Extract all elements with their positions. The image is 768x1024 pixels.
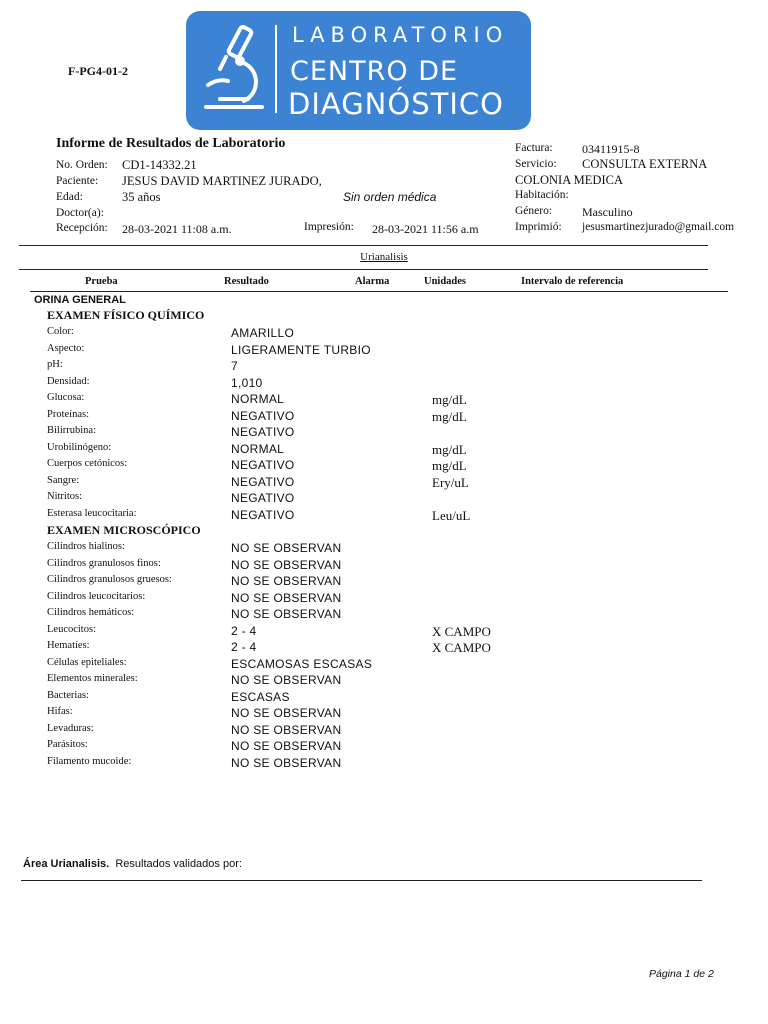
test-result: NO SE OBSERVAN [231, 706, 342, 720]
col-resultado: Resultado [224, 276, 269, 287]
header-rule-top [19, 245, 708, 246]
test-label: Elementos minerales: [47, 673, 138, 684]
test-label: Densidad: [47, 375, 90, 387]
servicio-label: Servicio: [515, 158, 557, 170]
col-prueba: Prueba [85, 276, 118, 287]
orden-label: No. Orden: [56, 159, 108, 171]
test-label: Esterasa leucocitaria: [47, 507, 137, 519]
test-unit: X CAMPO [432, 623, 491, 639]
test-result: 2 - 4 [231, 623, 257, 638]
logo-line-1: LABORATORIO [292, 23, 509, 47]
test-result: NO SE OBSERVAN [231, 590, 342, 605]
sin-orden-note: Sin orden médica [343, 190, 437, 204]
test-label: Hematíes: [47, 640, 90, 651]
logo-line-2: CENTRO DE [290, 56, 459, 87]
test-result: NEGATIVO [231, 425, 295, 439]
test-label: Cuerpos cetónicos: [47, 458, 128, 469]
test-result: NORMAL [231, 392, 285, 406]
page-number: Página 1 de 2 [649, 968, 714, 980]
test-label: Cilindros leucocitarios: [47, 590, 146, 602]
test-result: NO SE OBSERVAN [231, 557, 342, 572]
test-result: 2 - 4 [231, 640, 257, 654]
microscope-icon [200, 23, 272, 118]
genero-value: Masculino [582, 205, 633, 219]
test-label: Filamento mucoide: [47, 755, 132, 767]
test-result: NO SE OBSERVAN [231, 755, 342, 770]
report-title: Informe de Resultados de Laboratorio [56, 136, 286, 151]
test-label: Cilindros hemáticos: [47, 607, 135, 618]
footer-validation [23, 858, 242, 870]
test-unit: mg/dL [432, 392, 467, 407]
doctor-label: Doctor(a): [56, 207, 104, 219]
test-result: NORMAL [231, 441, 285, 456]
test-result: AMARILLO [231, 326, 295, 340]
test-label: Cilindros granulosos gruesos: [47, 574, 172, 585]
test-label: Cilindros granulosos finos: [47, 557, 161, 569]
test-label: Color: [47, 326, 74, 337]
test-unit: mg/dL [432, 458, 467, 473]
test-unit: X CAMPO [432, 640, 491, 655]
recepcion-value: 28-03-2021 11:08 a.m. [122, 222, 232, 236]
test-result: NO SE OBSERVAN [231, 541, 342, 555]
factura-label: Factura: [515, 142, 553, 154]
test-label: Levaduras: [47, 722, 94, 734]
col-alarma: Alarma [355, 276, 390, 287]
test-label: Bacterias: [47, 689, 89, 701]
test-result: NO SE OBSERVAN [231, 722, 342, 737]
test-result: LIGERAMENTE TURBIO [231, 342, 371, 357]
entidad-value: COLONIA MEDICA [515, 173, 623, 187]
test-label: Cilindros hialinos: [47, 541, 125, 552]
test-unit: mg/dL [432, 441, 467, 457]
test-result: 7 [231, 359, 238, 373]
paciente-label: Paciente: [56, 175, 99, 187]
test-result: NEGATIVO [231, 491, 295, 505]
test-label: Parásitos: [47, 739, 88, 750]
test-result: ESCASAS [231, 689, 290, 704]
section-title: Urianalisis [360, 251, 408, 263]
test-label: Proteínas: [47, 408, 89, 420]
test-unit: Ery/uL [432, 474, 469, 490]
edad-label: Edad: [56, 191, 83, 203]
test-label: Sangre: [47, 474, 80, 486]
logo-divider [275, 25, 277, 113]
factura-value: 03411915-8 [582, 142, 640, 156]
header-rule-mid [19, 269, 708, 270]
subsection-micro: EXAMEN MICROSCÓPICO [47, 523, 201, 537]
signature-rule [21, 880, 702, 881]
test-label: Hifas: [47, 706, 73, 717]
test-result: NO SE OBSERVAN [231, 607, 342, 621]
test-label: Leucocitos: [47, 623, 96, 635]
orden-value: CD1-14332.21 [122, 158, 197, 172]
test-label: pH: [47, 359, 63, 370]
logo-line-3: DIAGNÓSTICO [288, 87, 504, 121]
test-unit: mg/dL [432, 408, 467, 424]
test-unit: Leu/uL [432, 507, 471, 523]
imprimio-value: jesusmartinezjurado@gmail.com [582, 221, 735, 233]
genero-label: Género: [515, 205, 553, 217]
col-intervalo: Intervalo de referencia [521, 276, 624, 287]
paciente-value: JESUS DAVID MARTINEZ JURADO, [122, 174, 322, 188]
footer-validated-label: Resultados validados por: [115, 858, 242, 870]
col-unidades: Unidades [424, 276, 467, 287]
header-rule-bottom [30, 291, 728, 292]
test-label: Aspecto: [47, 342, 85, 354]
impresion-label: Impresión: [304, 221, 354, 233]
habitacion-label: Habitación: [515, 189, 569, 201]
group-title: ORINA GENERAL [34, 294, 126, 306]
test-result: NO SE OBSERVAN [231, 574, 342, 588]
servicio-value: CONSULTA EXTERNA [582, 157, 708, 171]
lab-logo [186, 11, 531, 130]
test-label: Nitritos: [47, 491, 83, 502]
test-result: NO SE OBSERVAN [231, 673, 342, 687]
edad-value: 35 años [122, 190, 161, 204]
test-result: ESCAMOSAS ESCASAS [231, 656, 373, 671]
test-result: NEGATIVO [231, 458, 295, 472]
test-result: NEGATIVO [231, 408, 295, 423]
test-label: Urobilinógeno: [47, 441, 112, 453]
test-label: Glucosa: [47, 392, 85, 403]
test-label: Bilirrubina: [47, 425, 96, 436]
subsection-fisico: EXAMEN FÍSICO QUÍMICO [47, 308, 205, 322]
test-result: 1,010 [231, 375, 263, 390]
document-code: F-PG4-01-2 [68, 64, 128, 78]
test-result: NO SE OBSERVAN [231, 739, 342, 753]
impresion-value: 28-03-2021 11:56 a.m [372, 222, 479, 236]
test-result: NEGATIVO [231, 474, 295, 489]
test-result: NEGATIVO [231, 507, 295, 522]
recepcion-label: Recepción: [56, 222, 108, 234]
imprimio-label: Imprimió: [515, 221, 562, 233]
test-label: Células epiteliales: [47, 656, 127, 668]
footer-area-label: Área Urianalisis. [23, 858, 110, 870]
